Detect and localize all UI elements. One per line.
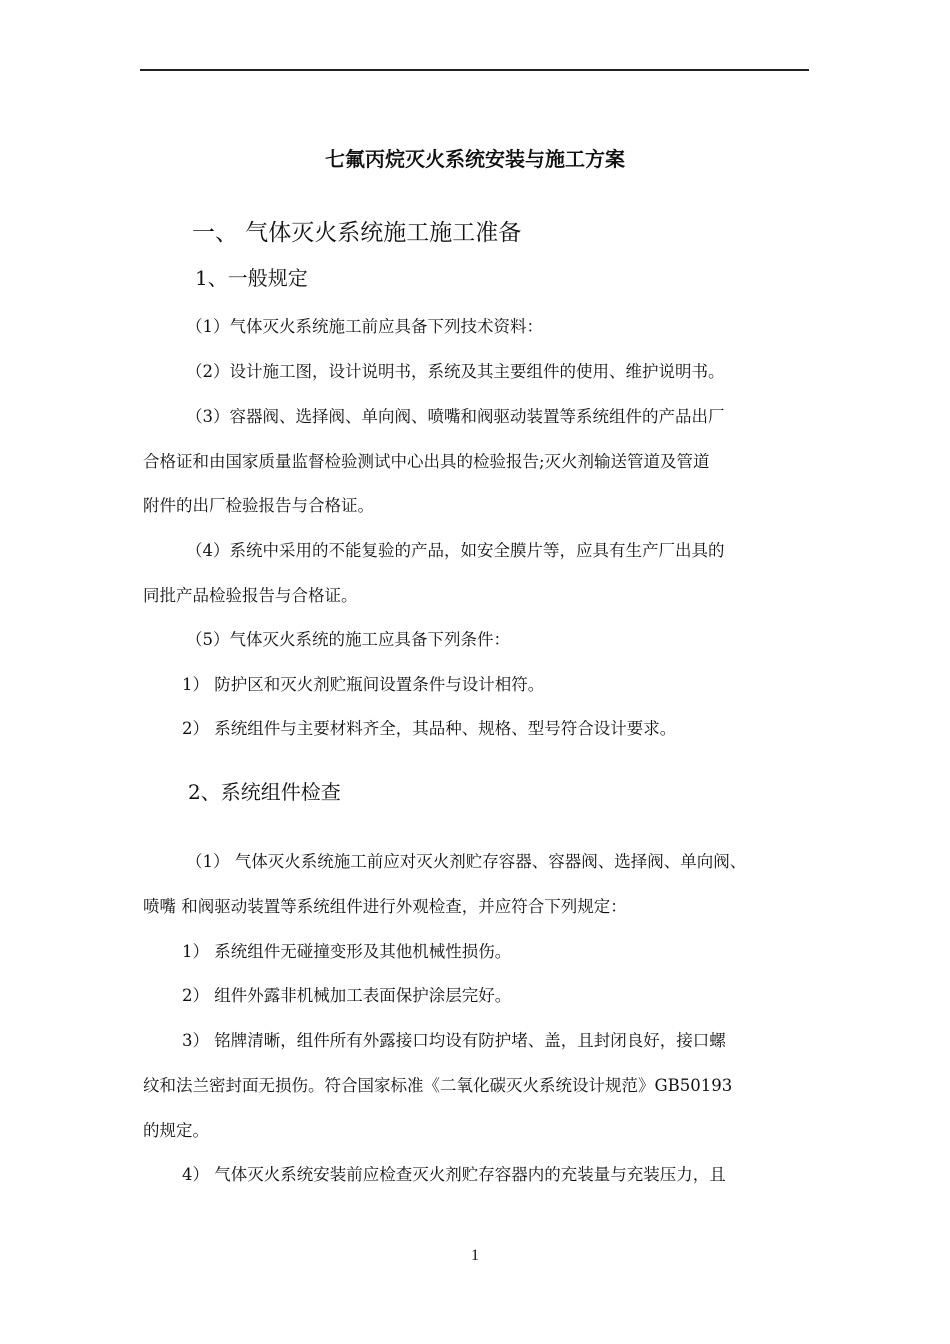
paragraph-4-line-1: （4）系统中采用的不能复验的产品，如安全膜片等，应具有生产厂出具的 bbox=[186, 541, 725, 560]
paragraph-3-line-3: 附件的出厂检验报告与合格证。 bbox=[143, 496, 374, 515]
check-item-3-line-1: 3） 铭牌清晰，组件所有外露接口均设有防护堵、盖，且封闭良好，接口螺 bbox=[182, 1031, 726, 1050]
check-item-3-line-2: 纹和法兰密封面无损伤。符合国家标准《二氧化碳灭火系统设计规范》GB50193 bbox=[143, 1076, 733, 1095]
header-rule bbox=[140, 69, 809, 71]
list-item-1: 1） 防护区和灭火剂贮瓶间设置条件与设计相符。 bbox=[182, 675, 545, 694]
subsection-heading-1: 1、一般规定 bbox=[195, 266, 308, 290]
paragraph-5: （5）气体灭火系统的施工应具备下列条件： bbox=[186, 630, 510, 649]
check-paragraph-1-line-2: 喷嘴 和阀驱动装置等系统组件进行外观检查，并应符合下列规定： bbox=[143, 897, 627, 916]
check-item-4-line-1: 4） 气体灭火系统安装前应检查灭火剂贮存容器内的充装量与充装压力，且 bbox=[182, 1165, 726, 1184]
paragraph-2: （2）设计施工图，设计说明书，系统及其主要组件的使用、维护说明书。 bbox=[186, 362, 725, 381]
paragraph-3-line-2: 合格证和由国家质量监督检验测试中心出具的检验报告;灭火剂输送管道及管道 bbox=[143, 452, 710, 471]
check-item-2: 2） 组件外露非机械加工表面保护涂层完好。 bbox=[182, 986, 512, 1005]
check-item-1: 1） 系统组件无碰撞变形及其他机械性损伤。 bbox=[182, 942, 512, 961]
document-title: 七氟丙烷灭火系统安装与施工方案 bbox=[325, 147, 625, 171]
check-item-3-line-3: 的规定。 bbox=[143, 1121, 209, 1140]
check-paragraph-1-line-1: （1） 气体灭火系统施工前应对灭火剂贮存容器、容器阀、选择阀、单向阀、 bbox=[186, 852, 747, 871]
list-item-2: 2） 系统组件与主要材料齐全，其品种、规格、型号符合设计要求。 bbox=[182, 719, 677, 738]
subsection-heading-2: 2、系统组件检查 bbox=[188, 780, 341, 804]
section-heading-1: 一、 气体灭火系统施工施工准备 bbox=[192, 220, 522, 246]
paragraph-3-line-1: （3）容器阀、选择阀、单向阀、喷嘴和阀驱动装置等系统组件的产品出厂 bbox=[186, 407, 725, 426]
paragraph-4-line-2: 同批产品检验报告与合格证。 bbox=[143, 586, 358, 605]
page-number: 1 bbox=[471, 1247, 479, 1264]
paragraph-1: （1）气体灭火系统施工前应具备下列技术资料： bbox=[186, 317, 543, 336]
